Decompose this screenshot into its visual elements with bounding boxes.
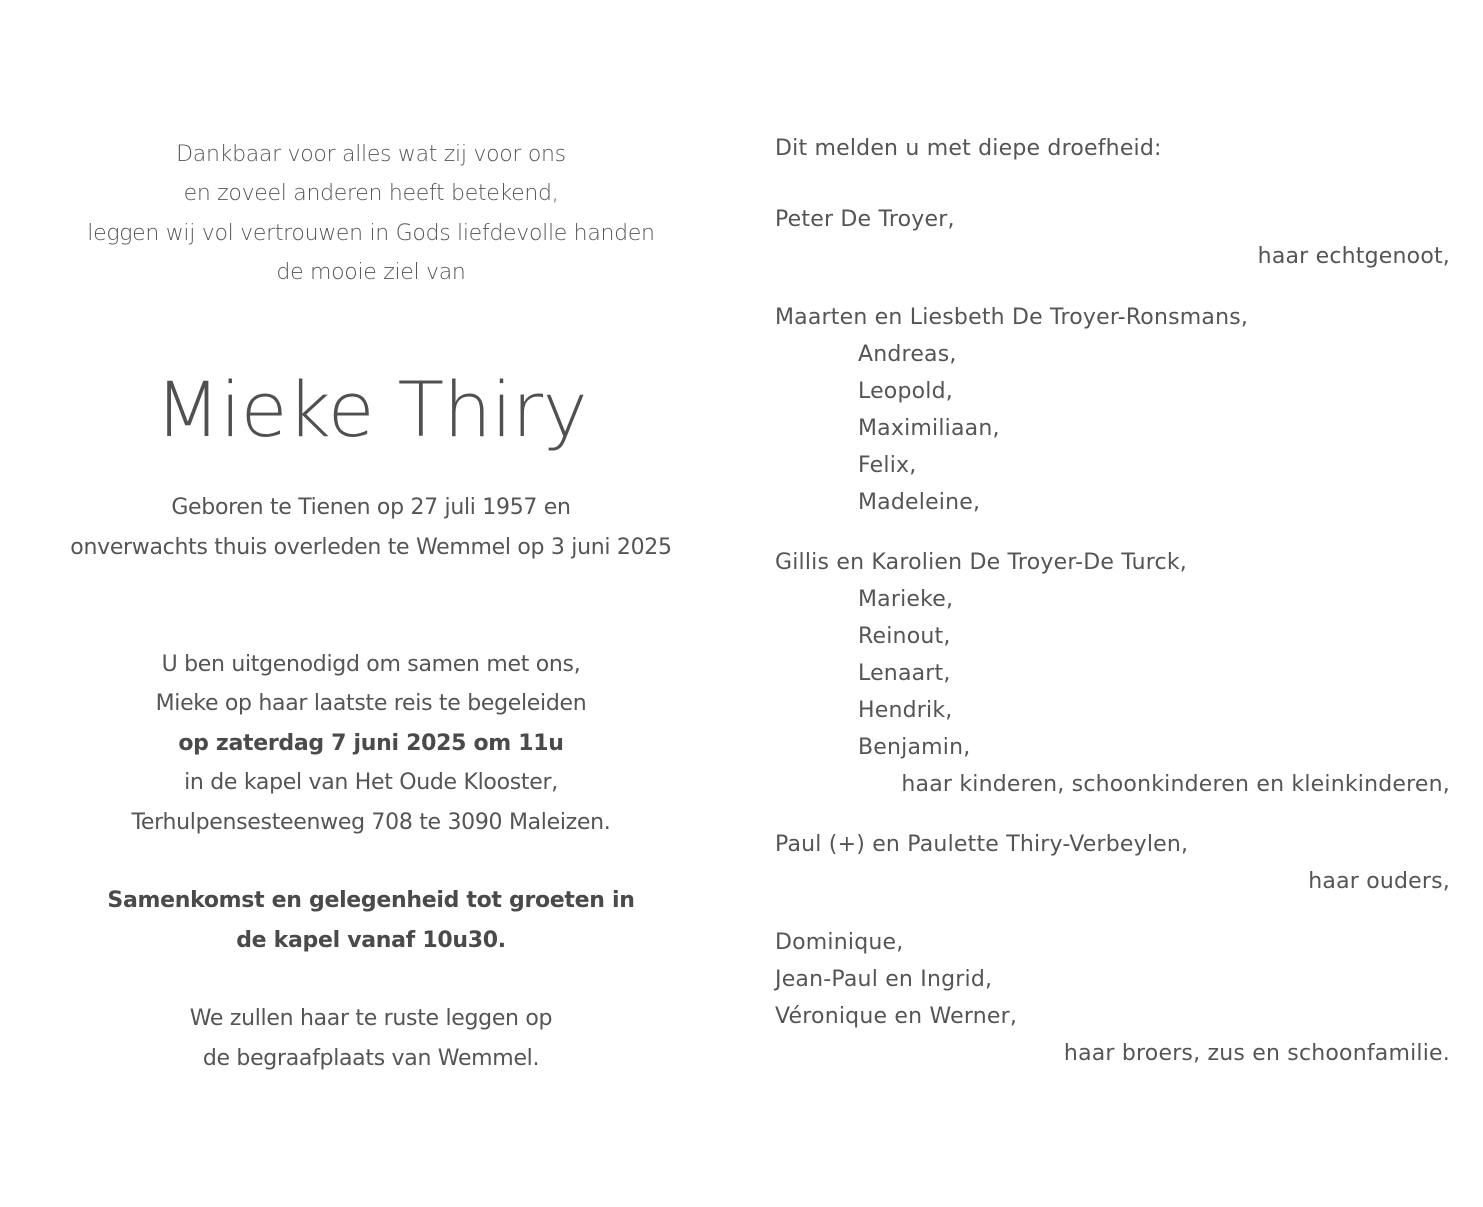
announcement: Dit melden u met diepe droefheid: [775, 136, 1162, 161]
children-role: haar kinderen, schoonkinderen en kleinkinderen, [901, 772, 1450, 797]
family-second-couple: Gillis en Karolien De Troyer-De Turck, [775, 550, 1187, 575]
grandchild-name: Madeleine, [858, 490, 981, 515]
gathering-text [30, 881, 712, 960]
invite-line: U ben uitgenodigd om samen met ons, [161, 652, 581, 677]
burial-text [30, 999, 712, 1078]
deceased-name: Mieke Thiry [154, 365, 588, 454]
grandchild-name: Maximiliaan, [858, 416, 1000, 441]
spouse-name: Peter De Troyer, [775, 207, 955, 232]
death-line: onverwachts thuis overleden te Wemmel op 3 juni 2025 [70, 534, 672, 560]
burial-line: de begraafplaats van Wemmel. [202, 1045, 540, 1071]
birth-death-text [30, 488, 712, 567]
gathering-line: Samenkomst en gelegenheid tot groeten in [107, 888, 635, 913]
parents-names: Paul (+) en Paulette Thiry-Verbeylen, [775, 832, 1189, 857]
intro-line: Dankbaar voor alles wat zij voor ons [176, 142, 566, 167]
family-first-couple: Maarten en Liesbeth De Troyer-Ronsmans, [775, 305, 1249, 330]
intro-line: leggen wij vol vertrouwen in Gods liefdevolle handen [87, 220, 655, 246]
sibling-name: Véronique en Werner, [775, 1004, 1018, 1029]
invitation-text [30, 645, 712, 842]
invite-line: Mieke op haar laatste reis te begeleiden [155, 691, 587, 717]
grandchild-name: Marieke, [858, 587, 954, 612]
grandchild-name: Hendrik, [858, 698, 953, 723]
sibling-name: Jean-Paul en Ingrid, [775, 967, 993, 992]
ceremony-date: op zaterdag 7 juni 2025 om 11u [178, 730, 564, 756]
intro-line: en zoveel anderen heeft betekend, [183, 181, 559, 207]
spouse-role: haar echtgenoot, [1257, 244, 1450, 269]
invite-address: Terhulpensesteenweg 708 te 3090 Maleizen. [131, 809, 611, 835]
invite-location: in de kapel van Het Oude Klooster, [184, 770, 558, 796]
grandchild-name: Leopold, [858, 379, 953, 404]
grandchild-name: Andreas, [858, 342, 957, 367]
gathering-line: de kapel vanaf 10u30. [236, 927, 506, 953]
burial-line: We zullen haar te ruste leggen op [189, 1006, 553, 1031]
grandchild-name: Felix, [858, 453, 917, 478]
parents-role: haar ouders, [1308, 869, 1450, 894]
siblings-role: haar broers, zus en schoonfamilie. [1063, 1041, 1450, 1066]
intro-line: de mooie ziel van [276, 259, 466, 285]
intro-text [30, 135, 712, 292]
grandchild-name: Lenaart, [858, 661, 951, 686]
sibling-name: Dominique, [775, 930, 904, 955]
birth-line: Geboren te Tienen op 27 juli 1957 en [171, 495, 571, 520]
grandchild-name: Reinout, [858, 624, 951, 649]
grandchild-name: Benjamin, [858, 735, 971, 760]
